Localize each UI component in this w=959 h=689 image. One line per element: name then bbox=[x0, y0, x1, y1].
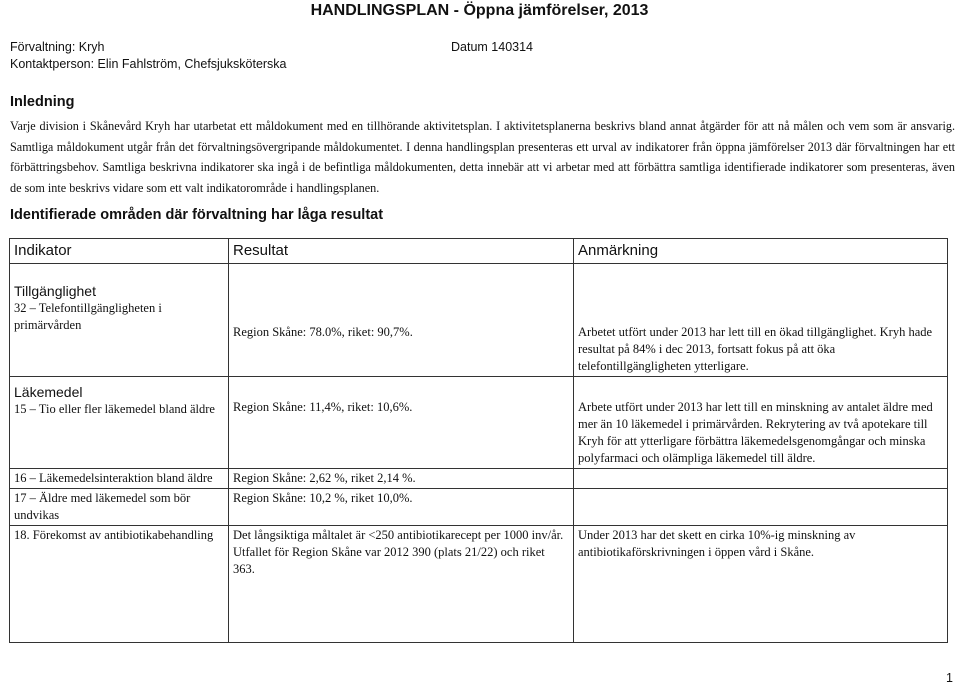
header-anmarkning: Anmärkning bbox=[574, 239, 948, 264]
header-indikator: Indikator bbox=[10, 239, 229, 264]
note-17 bbox=[574, 489, 948, 526]
category-cell bbox=[10, 377, 229, 469]
datum-label: Datum 140314 bbox=[451, 40, 534, 54]
note-16 bbox=[574, 469, 948, 489]
table-row bbox=[10, 489, 948, 526]
category-cell bbox=[10, 264, 229, 377]
category-tillganglighet: Tillgänglighet bbox=[14, 283, 96, 299]
indicator-32: 32 – Telefontillgängligheten i primärvården bbox=[14, 301, 162, 332]
inledning-paragraph: Varje division i Skånevård Kryh har utarbetat ett måldokument med en tillhörande aktivitetsplan. I aktivitetsplanerna beskrivs bland annat åtgärder för att nå målen och vem som är ansvarig. Samtliga måldokument utgår från det förvaltningsövergripande måldokumentet. I denna handlingsplan presenteras ett urval av indikatorer från öppna jämförelser 2013 där förvaltningen har ett förbättringsbehov. Samtliga beskrivna indikatorer ska ingå i de befintliga måldokumenten, detta innebär att vi arbetar med att förbättra samtliga identifierade indikatorer som presenteras, även de som inte beskrivs vidare som ett valt indikatorområde i handlingsplanen. bbox=[10, 119, 955, 195]
page-number: 1 bbox=[946, 671, 953, 685]
section-heading: Identifierade områden där förvaltning har låga resultat bbox=[10, 207, 384, 223]
table-row bbox=[10, 377, 948, 469]
category-lakemedel: Läkemedel bbox=[14, 384, 83, 400]
forvaltning-label: Förvaltning: Kryh bbox=[10, 40, 105, 54]
table-row bbox=[10, 526, 948, 643]
document-title: HANDLINGSPLAN - Öppna jämförelser, 2013 bbox=[310, 2, 649, 19]
indicator-table bbox=[9, 238, 948, 643]
note-15: Arbete utfört under 2013 har lett till en minskning av antalet äldre med mer än 10 läkemedel i primärvården. Rekrytering av två apotekare till Kryh för att ytterligare förbättra läkemedelsgenomgångar och minska polyfarmaci och olämpliga läkemedel till äldre. bbox=[574, 377, 948, 469]
inledning-heading: Inledning bbox=[10, 94, 75, 110]
result-16: Region Skåne: 2,62 %, riket 2,14 %. bbox=[229, 469, 574, 489]
note-32: Arbetet utfört under 2013 har lett till en ökad tillgänglighet. Kryh hade resultat på 84% i dec 2013, fortsatt fokus på att öka telefontillgängligheten ytterligare. bbox=[574, 264, 948, 377]
result-15: Region Skåne: 11,4%, riket: 10,6%. bbox=[229, 377, 574, 469]
table-header-row bbox=[10, 239, 948, 264]
indicator-18: 18. Förekomst av antibiotikabehandling bbox=[10, 526, 229, 643]
result-32: Region Skåne: 78.0%, riket: 90,7%. bbox=[229, 264, 574, 377]
header-resultat: Resultat bbox=[229, 239, 574, 264]
kontaktperson-label: Kontaktperson: Elin Fahlström, Chefsjuksköterska bbox=[10, 57, 287, 71]
result-17: Region Skåne: 10,2 %, riket 10,0%. bbox=[229, 489, 574, 526]
result-18: Det långsiktiga måltalet är <250 antibiotikarecept per 1000 inv/år. Utfallet för Region Skåne var 2012 390 (plats 21/22) och riket 363. bbox=[229, 526, 574, 643]
indicator-16: 16 – Läkemedelsinteraktion bland äldre bbox=[10, 469, 229, 489]
indicator-15: 15 – Tio eller fler läkemedel bland äldre bbox=[14, 402, 215, 416]
table-row bbox=[10, 469, 948, 489]
indicator-17: 17 – Äldre med läkemedel som bör undvikas bbox=[10, 489, 229, 526]
note-18: Under 2013 har det skett en cirka 10%-ig minskning av antibiotikaförskrivningen i öppen vård i Skåne. bbox=[574, 526, 948, 643]
table-row bbox=[10, 264, 948, 377]
